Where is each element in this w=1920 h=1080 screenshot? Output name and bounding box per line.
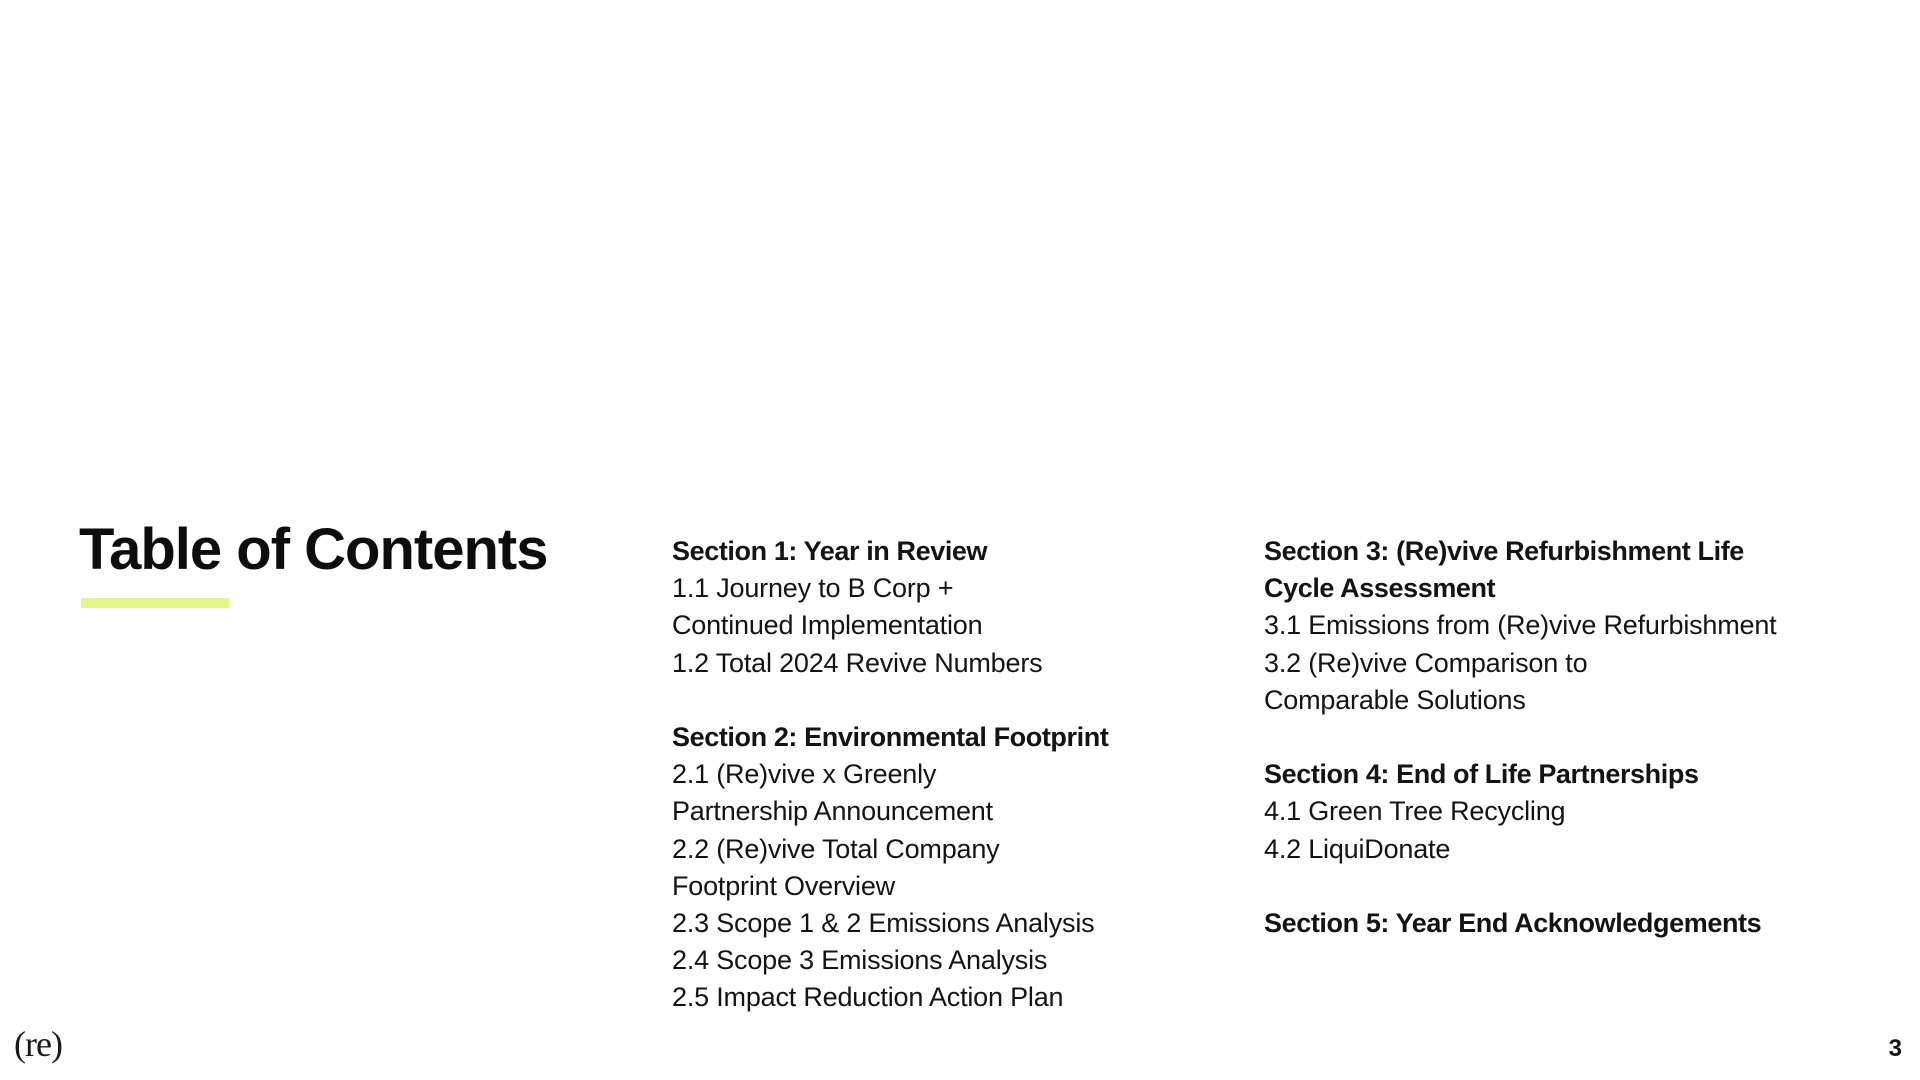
title-underline: [81, 598, 229, 608]
toc-item[interactable]: 4.1 Green Tree Recycling: [1264, 796, 1566, 827]
toc-section-3: [1264, 533, 1864, 719]
toc-column-right: [1264, 533, 1864, 942]
brand-logo: (re): [14, 1024, 62, 1064]
page-title: Table of Contents: [79, 517, 548, 582]
toc-column-left: [672, 533, 1242, 1017]
toc-item[interactable]: Continued Implementation: [672, 610, 983, 641]
toc-section-2: [672, 719, 1242, 1017]
toc-section-heading-continued[interactable]: Cycle Assessment: [1264, 573, 1496, 604]
toc-section-heading[interactable]: Section 5: Year End Acknowledgements: [1264, 908, 1762, 938]
toc-section-5: [1264, 905, 1864, 942]
toc-item[interactable]: 2.5 Impact Reduction Action Plan: [672, 982, 1064, 1013]
toc-section-1: [672, 533, 1242, 682]
toc-item[interactable]: 2.1 (Re)vive x Greenly: [672, 759, 937, 790]
toc-item[interactable]: 2.4 Scope 3 Emissions Analysis: [672, 945, 1048, 976]
toc-item[interactable]: 2.2 (Re)vive Total Company: [672, 833, 1000, 864]
toc-section-heading[interactable]: Section 3: (Re)vive Refurbishment Life: [1264, 536, 1744, 566]
toc-section-heading[interactable]: Section 1: Year in Review: [672, 536, 988, 566]
toc-item[interactable]: 2.3 Scope 1 & 2 Emissions Analysis: [672, 908, 1095, 939]
toc-item[interactable]: 1.1 Journey to B Corp +: [672, 573, 954, 604]
toc-section-heading[interactable]: Section 2: Environmental Footprint: [672, 722, 1109, 752]
toc-item[interactable]: 3.1 Emissions from (Re)vive Refurbishment: [1264, 610, 1777, 641]
toc-item[interactable]: Comparable Solutions: [1264, 684, 1526, 715]
toc-section-4: [1264, 756, 1864, 868]
toc-item[interactable]: Partnership Announcement: [672, 796, 993, 827]
page-number: 3: [1888, 1035, 1902, 1062]
toc-item[interactable]: 3.2 (Re)vive Comparison to: [1264, 647, 1588, 678]
title-underline-bar: [81, 598, 229, 608]
toc-item[interactable]: 4.2 LiquiDonate: [1264, 833, 1451, 864]
toc-item[interactable]: 1.2 Total 2024 Revive Numbers: [672, 647, 1043, 678]
toc-section-heading[interactable]: Section 4: End of Life Partnerships: [1264, 759, 1699, 790]
toc-item[interactable]: Footprint Overview: [672, 870, 895, 901]
